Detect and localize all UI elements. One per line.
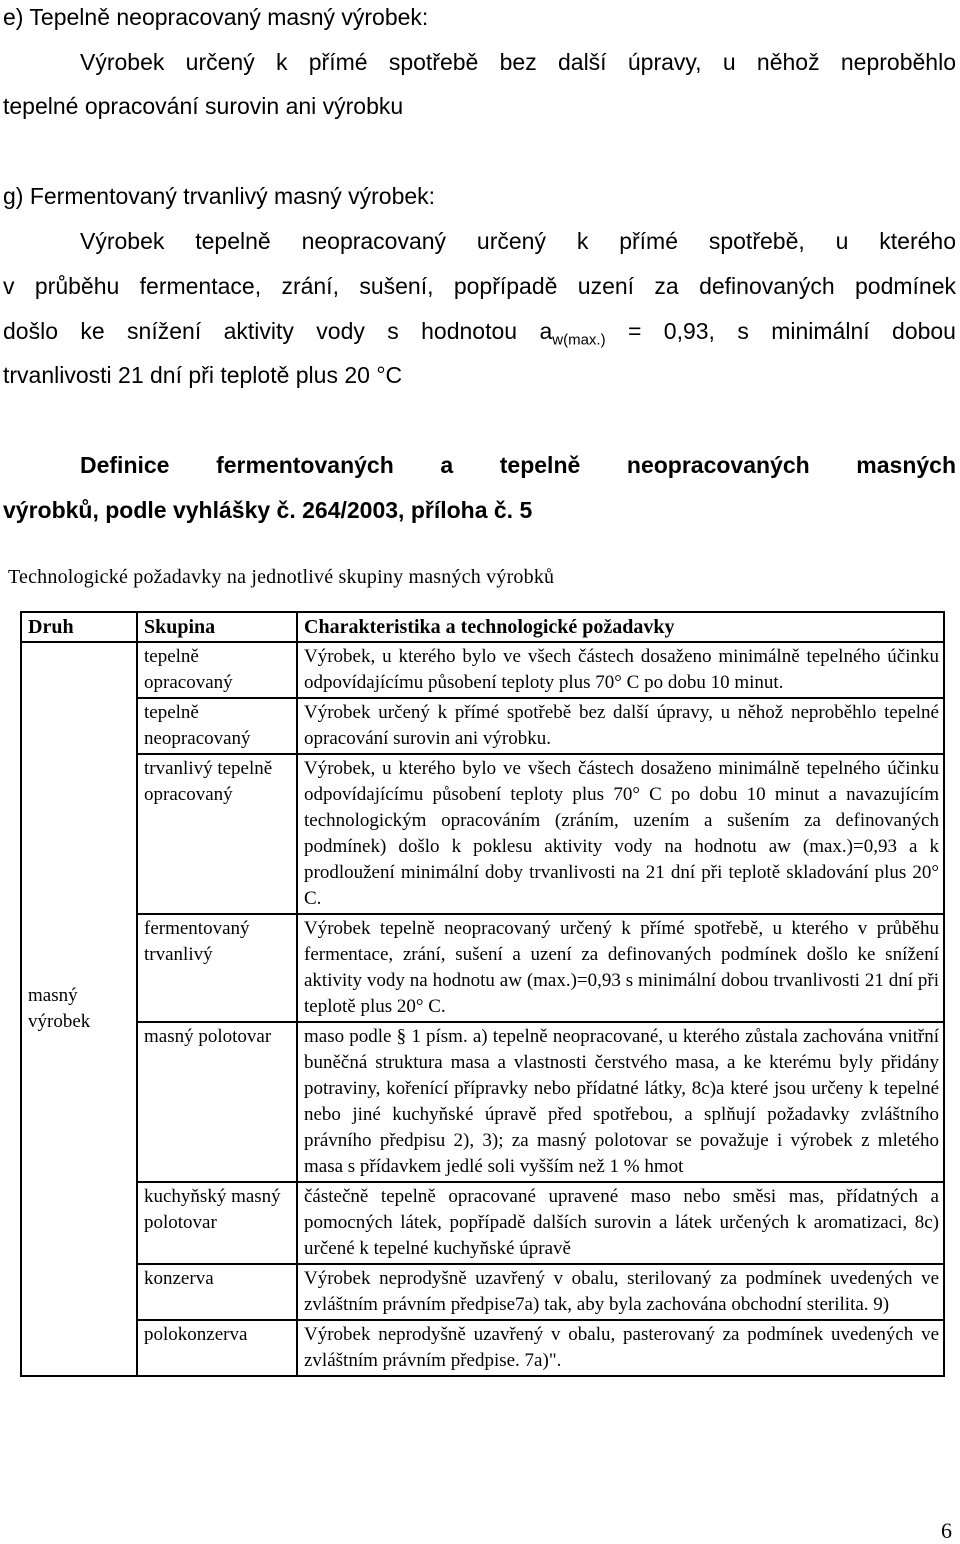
- characteristic-cell: Výrobek tepelně neopracovaný určený k přímé spotřebě, u kterého v průběhu fermentace, zrání, sušení a uzení za definovaných podmínek došlo ke snížení aktivity vody na hodnotu aw (max.)=0,93 s minimální dobou trvanlivosti 21 dní při teplotě plus 20° C.: [297, 914, 944, 1022]
- druh-cell: masný výrobek: [21, 642, 137, 1376]
- section-e-line: tepelné opracování surovin ani výrobku: [3, 93, 404, 119]
- characteristic-cell: Výrobek, u kterého bylo ve všech částech dosaženo minimálně tepelného účinku odpovídajícímu působení teploty plus 70° C po dobu 10 minut a navazujícím technologickým opracováním (zráním, uzením a sušením za definovaných podmínek) došlo k poklesu aktivity vody na hodnotu aw (max.)=0,93 a k prodloužení minimální doby trvanlivosti na 21 dní při teplotě skladování plus 20° C.: [297, 754, 944, 914]
- skupina-cell: masný polotovar: [137, 1022, 297, 1182]
- section-g-text: = 0,93, s minimální dobou: [605, 318, 956, 344]
- subscript-wmax: w(max.): [552, 331, 606, 349]
- skupina-cell: tepelně opracovaný: [137, 642, 297, 698]
- section-g-text: došlo ke snížení aktivity vody s hodnotou a: [3, 318, 553, 344]
- skupina-cell: konzerva: [137, 1264, 297, 1320]
- section-g-line: v průběhu fermentace, zrání, sušení, popřípadě uzení za definovaných podmínek: [3, 273, 956, 299]
- definition-heading: Definice fermentovaných a tepelně neopracovaných masných: [80, 452, 956, 478]
- characteristic-cell: Výrobek neprodyšně uzavřený v obalu, sterilovaný za podmínek uvedených ve zvláštním právním předpise7a) tak, aby byla zachována obchodní sterilita. 9): [297, 1264, 944, 1320]
- table-row: [21, 1264, 944, 1320]
- skupina-cell: fermentovaný trvanlivý: [137, 914, 297, 1022]
- table-header-row: [21, 612, 944, 642]
- skupina-cell: trvanlivý tepelně opracovaný: [137, 754, 297, 914]
- header-charakteristika: Charakteristika a technologické požadavky: [297, 612, 944, 642]
- section-e-heading: e) Tepelně neopracovaný masný výrobek:: [3, 4, 429, 30]
- section-e-line: Výrobek určený k přímé spotřebě bez další úpravy, u něhož neproběhlo: [80, 49, 956, 75]
- table-row: [21, 1182, 944, 1264]
- table-row: [21, 754, 944, 914]
- definition-heading: výrobků, podle vyhlášky č. 264/2003, příloha č. 5: [3, 497, 533, 523]
- page-number: 6: [941, 1518, 952, 1543]
- characteristic-cell: maso podle § 1 písm. a) tepelně neopracované, u kterého zůstala zachována vnitřní buněčná struktura masa a vlastnosti čerstvého masa, a ke kterému byly přidány potraviny, kořenící přípravky nebo přídatné látky, 8c)a které jsou určeny k tepelné nebo jiné kuchyňské úpravě před spotřebou, a splňují požadavky zvláštního právního předpisu 2), 3); za masný polotovar se považuje i výrobek z mletého masa s přídavkem jedlé soli vyšším než 1 % hmot: [297, 1022, 944, 1182]
- table-row: [21, 914, 944, 1022]
- section-g-line: [3, 318, 956, 349]
- table-row: [21, 1022, 944, 1182]
- table-row: [21, 1320, 944, 1376]
- skupina-cell: polokonzerva: [137, 1320, 297, 1376]
- table-row: [21, 642, 944, 698]
- section-g-line: Výrobek tepelně neopracovaný určený k přímé spotřebě, u kterého: [80, 228, 956, 254]
- table-caption: Technologické požadavky na jednotlivé skupiny masných výrobků: [8, 566, 555, 588]
- section-g-heading: g) Fermentovaný trvanlivý masný výrobek:: [3, 183, 436, 209]
- characteristic-cell: Výrobek, u kterého bylo ve všech částech dosaženo minimálně tepelného účinku odpovídajícímu působení teploty plus 70° C po dobu 10 minut.: [297, 642, 944, 698]
- skupina-cell: kuchyňský masný polotovar: [137, 1182, 297, 1264]
- characteristic-cell: Výrobek neprodyšně uzavřený v obalu, pasterovaný za podmínek uvedených ve zvláštním právním předpise. 7a)".: [297, 1320, 944, 1376]
- header-skupina: Skupina: [137, 612, 297, 642]
- characteristic-cell: Výrobek určený k přímé spotřebě bez další úpravy, u něhož neproběhlo tepelné opracování surovin ani výrobku.: [297, 698, 944, 754]
- skupina-cell: tepelně neopracovaný: [137, 698, 297, 754]
- requirements-table: [20, 611, 945, 1377]
- section-g-line: trvanlivosti 21 dní při teplotě plus 20 °C: [3, 362, 403, 388]
- header-druh: Druh: [21, 612, 137, 642]
- characteristic-cell: částečně tepelně opracované upravené maso nebo směsi mas, přídatných a pomocných látek, popřípadě dalších surovin a látek určených k aromatizaci, 8c) určené k tepelné kuchyňské úpravě: [297, 1182, 944, 1264]
- table-row: [21, 698, 944, 754]
